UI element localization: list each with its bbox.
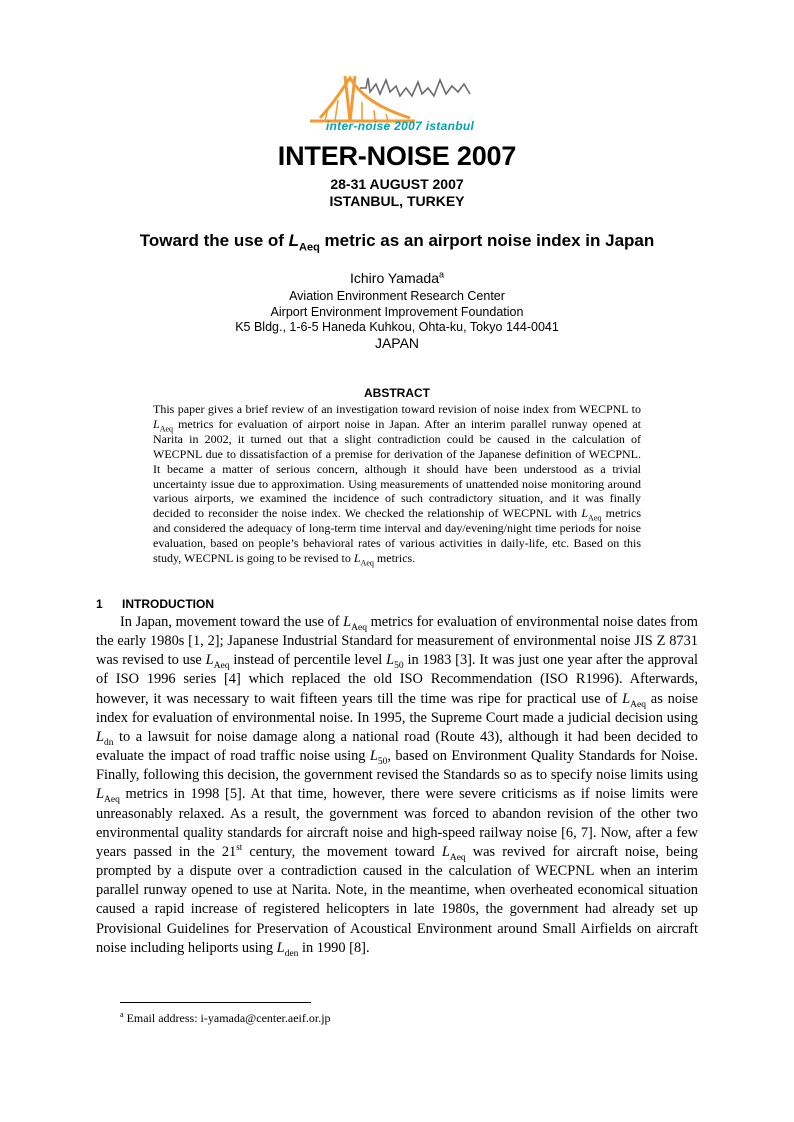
conference-place: ISTANBUL, TURKEY — [329, 193, 465, 209]
section-number: 1 — [96, 597, 103, 611]
section-heading — [96, 597, 214, 611]
footnote-mark: a — [120, 1010, 124, 1019]
footnote — [120, 1011, 331, 1026]
title-subscript: Aeq — [299, 241, 320, 254]
title-symbol: L — [288, 231, 300, 250]
introduction-paragraph: In Japan, movement toward the use of $L_{Aeq}$ metrics for evaluation of environmental noise dates from the early 1980s [1, 2]; Japanese Industrial Standard for measurement of environmental noise JIS Z 8731 was revised to use $L_{Aeq}$ instead of percentile level $L_{50}$ in 1983 [3]. It was just one year after the approval of ISO 1996 series [4] which replaced the old ISO Recommendation (ISO R1996). Afterwards, however, it was necessary to wait fifteen years till the time was ripe for practical use of $L_{Aeq}$ as noise index for evaluation of environmental noise. In 1995, the Supreme Court made a judicial decision using $L_{dn}$ to a lawsuit for noise damage along a national road (Route 43), although it had been decided to evaluate the impact of road traffic noise using $L_{50}$, based on Environment Quality Standards for Noise. Finally, following this decision, the government revised the Standards so as to specify noise limits using $L_{Aeq}$ metrics in 1998 [5]. At that time, however, there were severe criticisms as if noise limits were unreasonably relaxed. As a result, the government was forced to abandon revision of the other two environmental quality standards for aircraft noise and high-speed railway noise [6, 7]. Now, after a few years passed in the 21st century, the movement toward $L_{Aeq}$ was revived for aircraft noise, being prompted by a dispute over a contradiction caused in the calculation of WECPNL when an interim parallel runway opened to use at Narita. Note, in the meantime, when overheated economical situation caused a rapid increase of registered helicopters in late 1980s, the government had already set up Provisional Guidelines for Preservation of Acoustical Environment around Small Airfields on aircraft noise including heliports using $L_{den}$ in 1990 [8]. — [96, 614, 699, 959]
conference-title: INTER-NOISE 2007 — [277, 141, 517, 171]
country: JAPAN — [374, 335, 420, 351]
skyline-wave-icon — [360, 78, 470, 96]
title-text: Toward the use of — [139, 231, 289, 250]
conference-date: 28-31 AUGUST 2007 — [330, 176, 464, 192]
footnote-mark: a — [438, 269, 444, 280]
logo-wordmark: inter-noise 2007 istanbul — [325, 119, 475, 133]
paper-title — [0, 231, 794, 254]
bridge-icon — [310, 76, 415, 121]
footnote-divider — [120, 1002, 311, 1003]
abstract-heading: ABSTRACT — [364, 386, 430, 400]
footnote-text: Email address: i-yamada@center.aeif.or.jp — [123, 1011, 331, 1025]
author-text: Ichiro Yamada — [350, 270, 439, 286]
section-title: INTRODUCTION — [122, 597, 214, 611]
affiliation-line: Aviation Environment Research Center — [289, 289, 505, 303]
address-line: K5 Bldg., 1-6-5 Haneda Kuhkou, Ohta-ku, Tokyo 144-0041 — [235, 320, 559, 334]
title-text: metric as an airport noise index in Japan — [319, 231, 655, 250]
author-name — [0, 270, 794, 286]
affiliation-line: Airport Environment Improvement Foundation — [270, 305, 524, 319]
abstract-paragraph: This paper gives a brief review of an investigation toward revision of noise index from WECPNL to $L_{Aeq}$ metrics for evaluation of airport noise in Japan. After an interim parallel runway opened at Narita in 2002, it turned out that a slight contradiction could be caused in the calculation of WECPNL due to dissatisfaction of a premise for derivation of the Japanese definition of WECPNL. It became a matter of serious concern, although it should have been understood as a trivial uncertainty issue due to approximation. Using measurements of unattended noise monitoring around various airports, we examined the incidence of such contradictory situation, and it was finally decided to reconsider the noise index. We checked the relationship of WECPNL with $L_{Aeq}$ metrics and considered the adequacy of long-term time interval and day/evening/night time periods for noise evaluation, based on people’s behavioral rates of various activities in daily-life, etc. Based on this study, WECPNL is going to be revised to $L_{Aeq}$ metrics. — [153, 402, 641, 568]
